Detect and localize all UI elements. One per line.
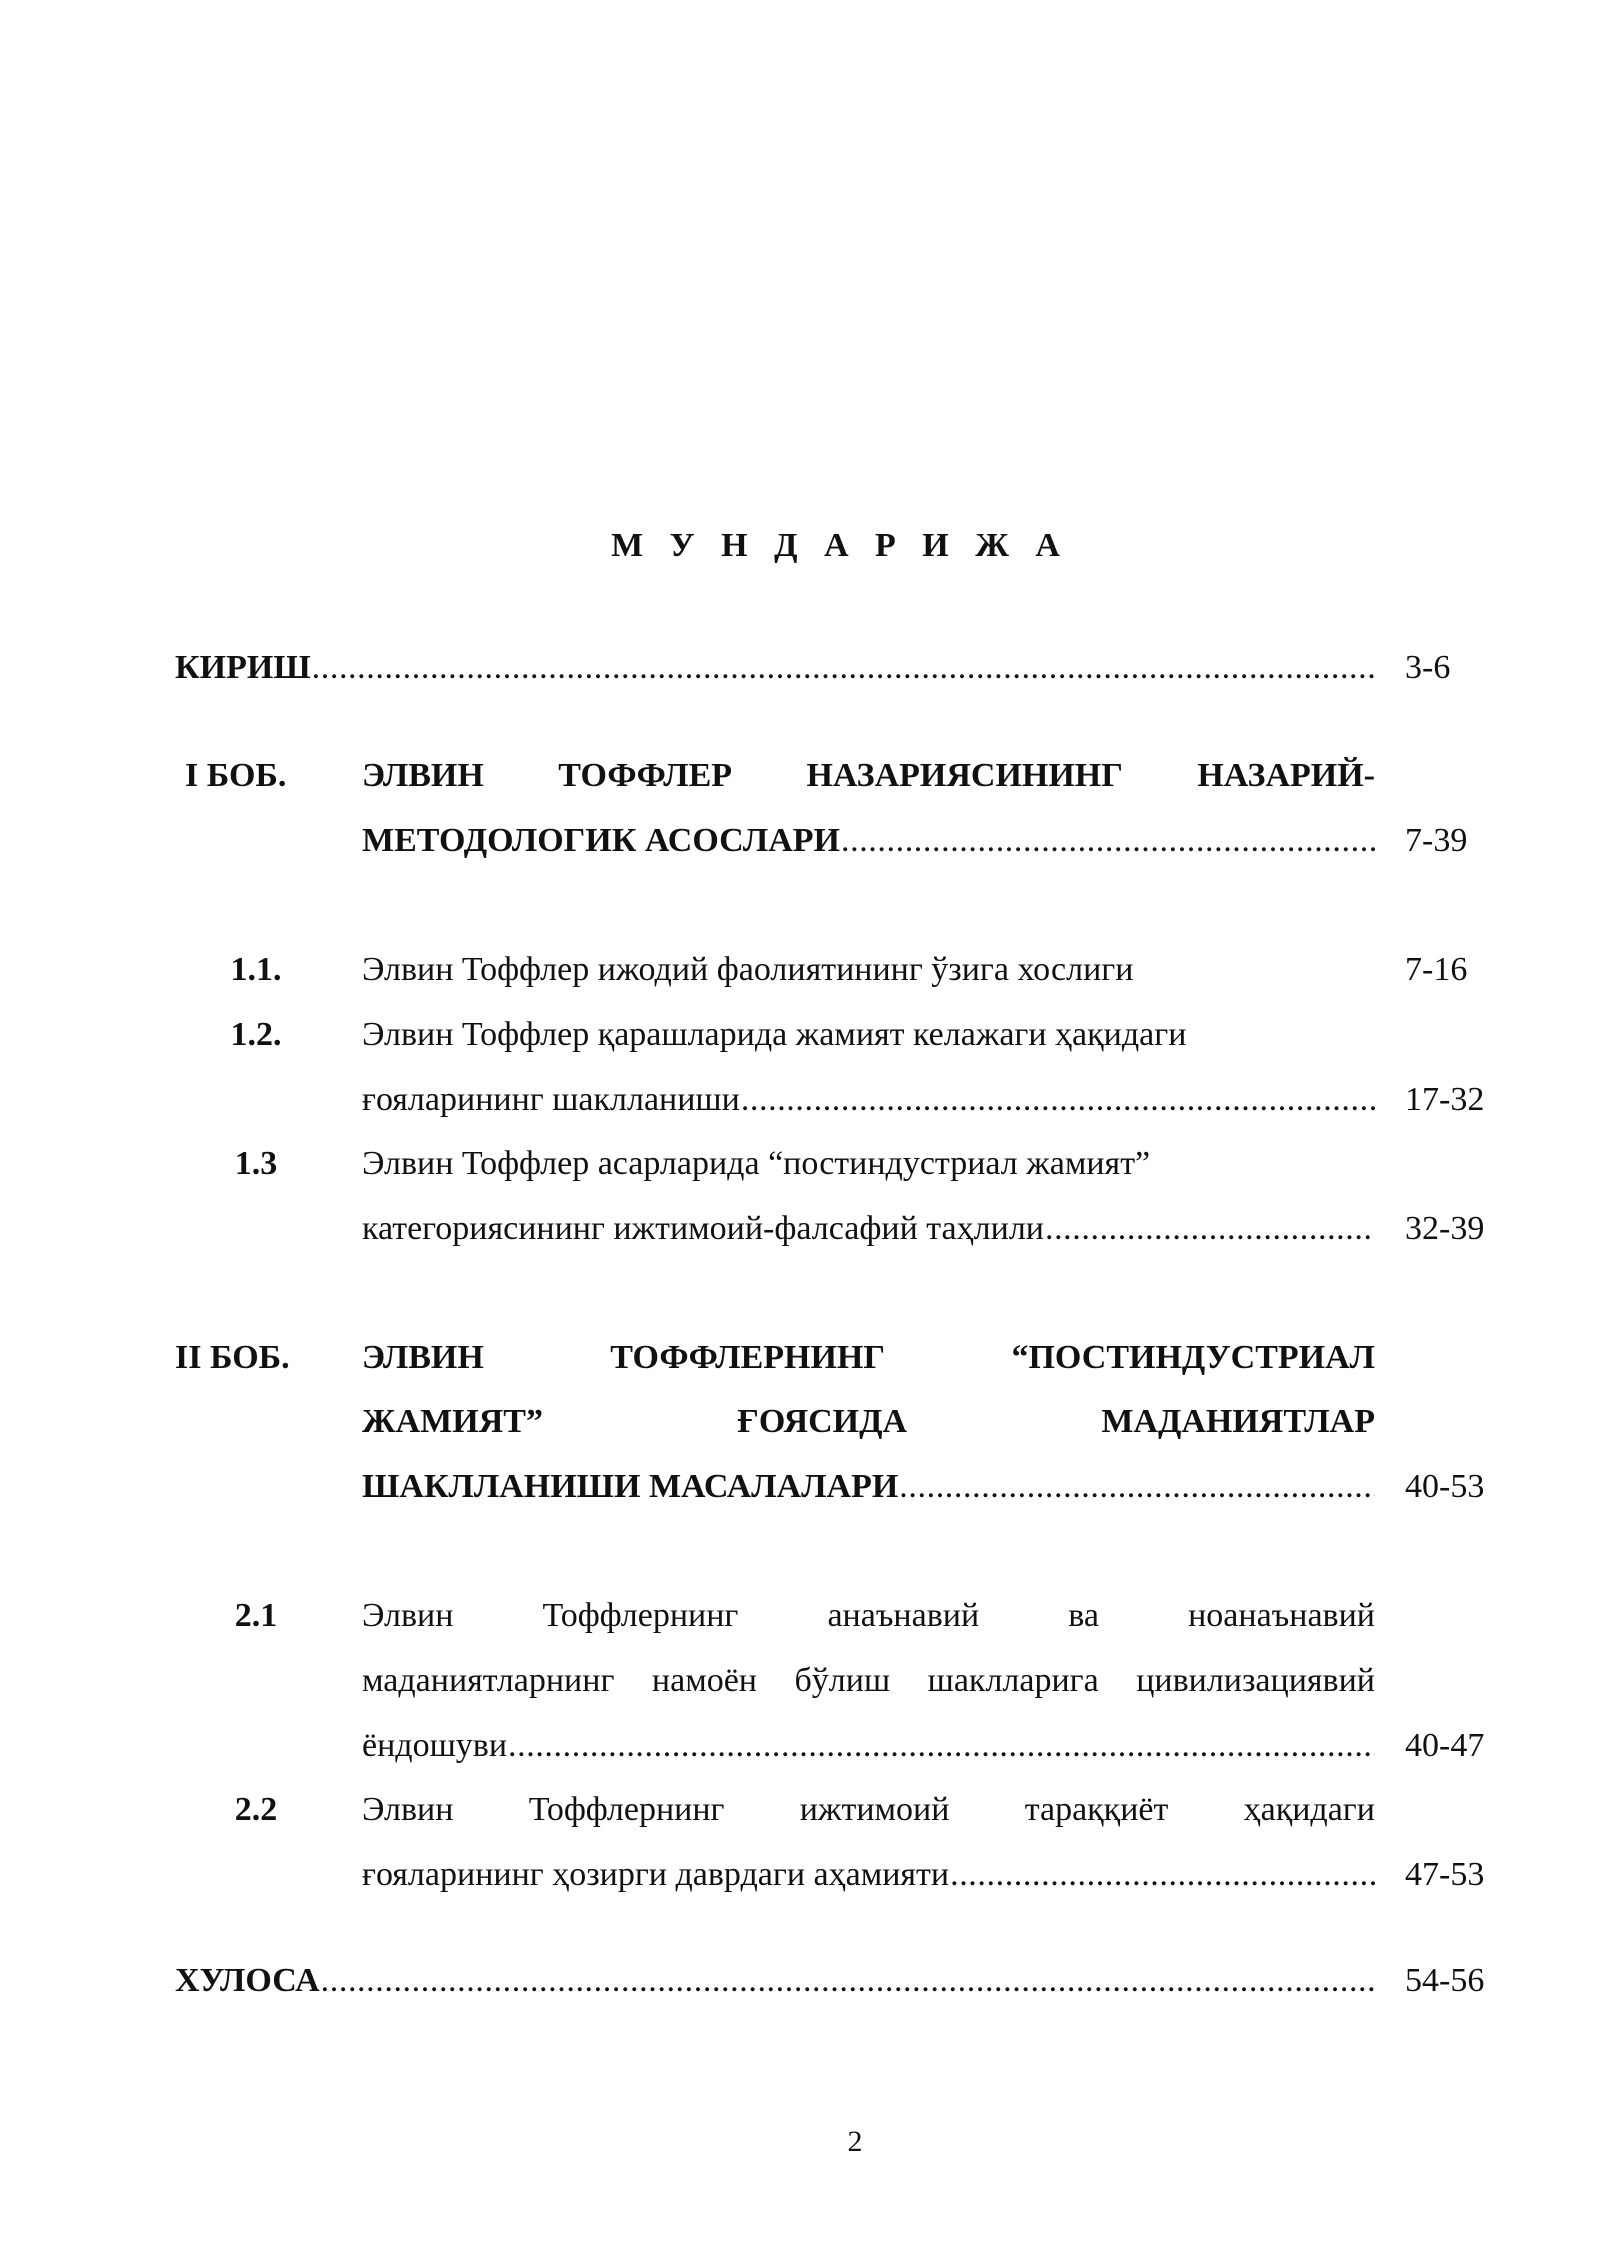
chapter2-title-word: ЭЛВИН [362,1339,484,1376]
leader-dots [841,815,1375,867]
section-2-1-title-line2 [362,1655,1375,1707]
chapter2-title-word: ТОФФЛЕРНИНГ [610,1339,885,1376]
section-2-2-title-line1 [362,1784,1375,1836]
conclusion-pages: 54-56 [1405,1962,1485,1999]
section-1-2-number: 1.2. [230,1016,282,1053]
leader-dots [741,1074,1375,1126]
chapter2-label: II БОБ. [175,1339,290,1376]
section-2-1-title-line1 [362,1590,1375,1642]
section-2-1-word: анаънавий [827,1597,980,1634]
chapter1-title-word: ЭЛВИН [362,757,484,794]
leader-dots [899,1461,1375,1513]
section-1-2-text: Элвин Тоффлер қарашларида жамият келажаги ҳақидаги [362,1016,1187,1053]
section-2-1-number: 2.1 [234,1597,278,1634]
section-1-1-number: 1.1. [230,951,282,988]
section-2-2-pages: 47-53 [1405,1856,1485,1893]
section-1-3-text: Элвин Тоффлер асарларида “постиндустриал жамият” [362,1145,1151,1182]
section-2-2-title-line2 [362,1849,1375,1901]
chapter2-title-word: ЖАМИЯТ” [362,1403,543,1440]
conclusion-label: ХУЛОСА [175,1962,320,1999]
section-2-1-word: Тоффлернинг [542,1597,739,1634]
section-2-1-word: ноанаънавий [1188,1597,1375,1634]
toc-entry-intro [175,642,1375,694]
chapter2-title-text: ШАКЛЛАНИШИ МАСАЛАЛАРИ [362,1468,899,1505]
leader-dots [312,642,1375,694]
chapter2-title-line1 [362,1332,1375,1384]
chapter2-title-word: “ПОСТИНДУСТРИАЛ [1011,1339,1375,1376]
section-2-2-word: ҳақидаги [1243,1791,1375,1828]
leader-dots [508,1720,1375,1772]
section-1-3-title-line1 [362,1138,1375,1190]
section-1-1-title [362,944,1375,996]
section-2-1-word: цивилизациявий [1136,1662,1375,1699]
intro-label: КИРИШ [175,649,311,686]
section-1-3-title-line2 [362,1203,1375,1255]
section-2-1-title-line3 [362,1720,1375,1772]
section-1-3-pages: 32-39 [1405,1210,1485,1247]
section-1-2-title-line1 [362,1009,1375,1061]
section-2-1-word: шаклларига [927,1662,1099,1699]
section-1-2-title-line2 [362,1074,1375,1126]
section-2-1-word: Элвин [362,1597,454,1634]
leader-dots [321,1955,1375,2007]
chapter2-title-line2 [362,1396,1375,1448]
chapter1-label: I БОБ. [185,757,287,794]
chapter1-title-text: МЕТОДОЛОГИК АСОСЛАРИ [362,822,840,859]
leader-dots [950,1849,1375,1901]
section-2-1-word: маданиятларнинг [362,1662,615,1699]
chapter2-title-line3 [362,1461,1375,1513]
page-number: 2 [847,2125,863,2158]
section-1-1-pages: 7-16 [1405,951,1468,988]
intro-pages: 3-6 [1405,649,1451,686]
section-2-1-word: ва [1068,1597,1099,1634]
section-1-2-text: ғояларининг шаклланиши [362,1081,740,1118]
section-2-2-word: ижтимоий [799,1791,950,1828]
section-2-2-word: Тоффлернинг [528,1791,725,1828]
section-2-2-word: Элвин [362,1791,454,1828]
section-1-2-pages: 17-32 [1405,1081,1485,1118]
chapter2-title-word: ҒОЯСИДА [737,1403,908,1440]
leader-dots [1045,1203,1375,1255]
section-2-2-number: 2.2 [234,1791,278,1828]
chapter2-title-word: МАДАНИЯТЛАР [1101,1403,1375,1440]
section-2-1-text: ёндошуви [362,1727,508,1764]
section-1-3-number: 1.3 [234,1145,278,1182]
section-2-2-word: тараққиёт [1024,1791,1169,1828]
section-2-1-word: намоён [651,1662,757,1699]
section-1-3-text: категориясининг ижтимоий-фалсафий таҳлили [362,1210,1044,1247]
section-2-2-text: ғояларининг ҳозирги даврдаги аҳамияти [362,1856,950,1893]
chapter1-title-word: НАЗАРИЙ- [1197,757,1375,794]
chapter2-pages: 40-53 [1405,1468,1485,1505]
section-2-1-word: бўлиш [794,1662,891,1699]
chapter1-title-word: НАЗАРИЯСИНИНГ [806,757,1123,794]
section-1-1-text: Элвин Тоффлер ижодий фаолиятининг ўзига хослиги [362,951,1134,988]
section-2-1-pages: 40-47 [1405,1727,1485,1764]
toc-title: М У Н Д А Р И Ж А [611,527,1069,564]
chapter1-pages: 7-39 [1405,822,1468,859]
chapter1-title-line2 [362,815,1375,867]
chapter1-title-line1 [362,750,1375,802]
toc-entry-conclusion [175,1955,1375,2007]
chapter1-title-word: ТОФФЛЕР [558,757,733,794]
